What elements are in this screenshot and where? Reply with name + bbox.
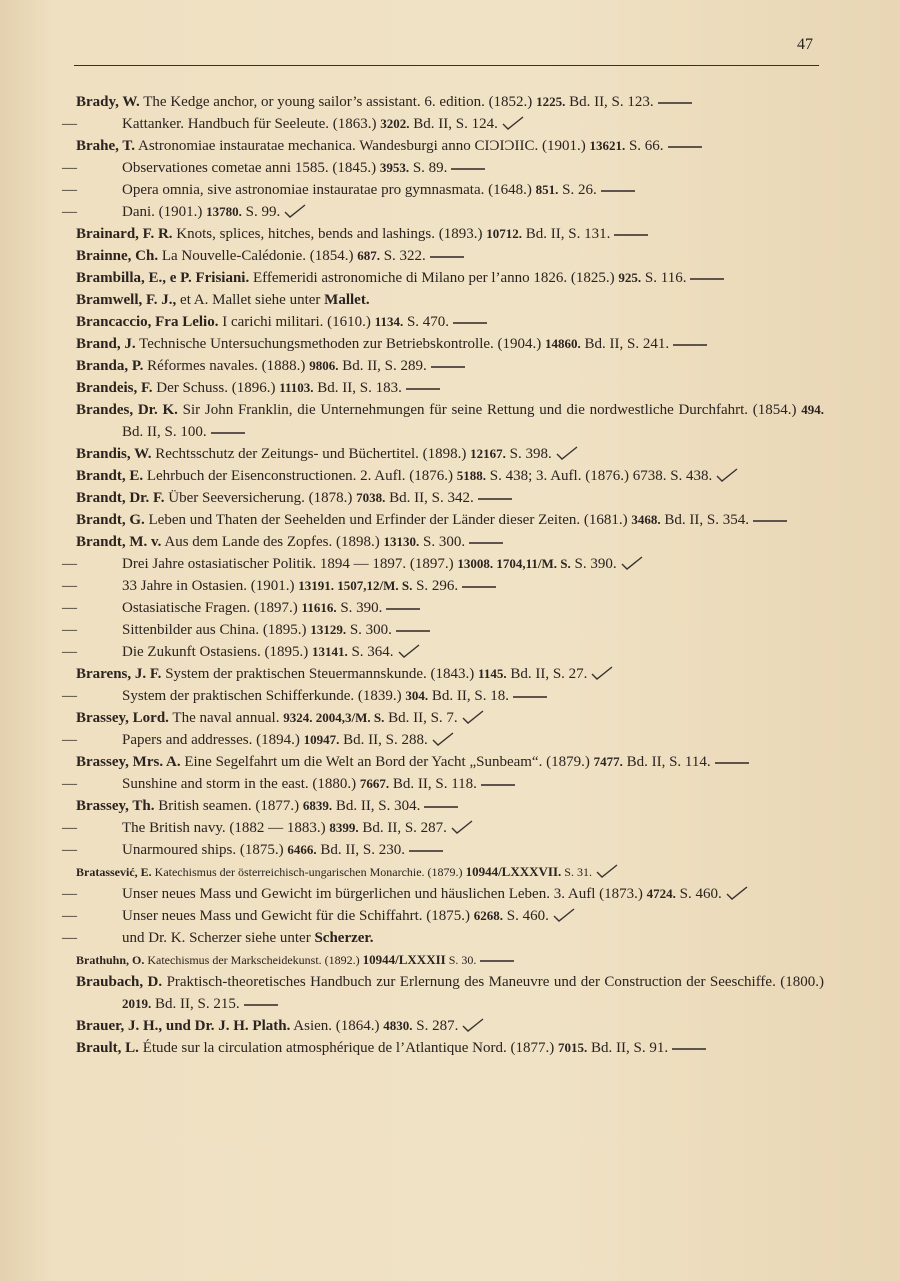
entry-title: Sunshine and storm in the east. (1880.) bbox=[122, 776, 360, 792]
entry-reference: S. 99. bbox=[241, 204, 281, 220]
entry-reference: Bd. II, S. 287. bbox=[358, 820, 447, 836]
sub-entry bbox=[62, 113, 824, 135]
entry-reference: S. 66. bbox=[625, 138, 664, 154]
entry bbox=[76, 663, 824, 685]
catalog-number: 1134. bbox=[374, 314, 404, 329]
ditto-dash: — bbox=[62, 204, 77, 220]
catalog-number: 11103. bbox=[279, 380, 314, 395]
header-rule bbox=[74, 65, 819, 66]
entry-reference: S. 390. bbox=[336, 600, 383, 616]
catalog-number: 4724. bbox=[646, 886, 676, 901]
catalog-number: 6466. bbox=[287, 842, 317, 857]
catalog-number: 13191. 1507,12/M. S. bbox=[298, 578, 413, 593]
entry bbox=[76, 355, 824, 377]
entry bbox=[76, 795, 824, 817]
entry-title: et A. Mallet siehe unter bbox=[180, 292, 325, 308]
entry-reference: Bd. II, S. 91. bbox=[587, 1040, 669, 1056]
entry-reference: S. 322. bbox=[379, 248, 426, 264]
entry-author: Brand, J. bbox=[76, 336, 136, 352]
ditto-dash: — bbox=[62, 644, 77, 660]
entry-title: Rechtsschutz der Zeitungs- und Büchertitel. (1898.) bbox=[155, 446, 471, 462]
entry-author: Brauer, J. H., und Dr. J. H. Plath. bbox=[76, 1018, 291, 1034]
sub-entry bbox=[62, 553, 824, 575]
check-mark-icon bbox=[398, 644, 420, 658]
entry-author: Brassey, Th. bbox=[76, 798, 155, 814]
entry-author: Brandt, Dr. F. bbox=[76, 490, 165, 506]
catalog-number: 14860. bbox=[545, 336, 581, 351]
entry-title: Étude sur la circulation atmosphérique de l’Atlantique Nord. (1877.) bbox=[142, 1040, 558, 1056]
pencil-dash-mark bbox=[753, 520, 787, 522]
catalog-number: 6839. bbox=[302, 798, 333, 813]
pencil-dash-mark bbox=[715, 762, 749, 764]
ditto-dash: — bbox=[62, 622, 77, 638]
entry-reference: S. 26. bbox=[558, 182, 597, 198]
entry-title: Dani. (1901.) bbox=[122, 204, 207, 220]
sub-entry bbox=[62, 729, 824, 751]
ditto-dash: — bbox=[62, 116, 77, 132]
entry-author: Brandis, W. bbox=[76, 446, 152, 462]
entry-title: Sir John Franklin, die Unternehmungen für seine Rettung und die nordwestliche Durchfahrt. (1854.) bbox=[182, 402, 802, 418]
entry bbox=[76, 751, 824, 773]
entry-title: The naval annual. bbox=[172, 710, 284, 726]
entry-reference: S. 30. bbox=[445, 953, 477, 967]
entry-reference: Bd. II, S. 288. bbox=[339, 732, 428, 748]
catalog-number: 10944/LXXXVII. bbox=[465, 864, 562, 879]
entry-author: Bratassević, E. bbox=[76, 865, 152, 879]
entry bbox=[76, 91, 824, 113]
entry-author: Branda, P. bbox=[76, 358, 144, 374]
pencil-dash-mark bbox=[668, 146, 702, 148]
ditto-dash: — bbox=[62, 908, 77, 924]
entry-title: Aus dem Lande des Zopfes. (1898.) bbox=[164, 534, 384, 550]
entry-author: Brandt, G. bbox=[76, 512, 145, 528]
catalog-number: 3202. bbox=[380, 116, 410, 131]
pencil-dash-mark bbox=[469, 542, 503, 544]
entry-author: Brault, L. bbox=[76, 1040, 139, 1056]
entry-reference: Bd. II, S. 124. bbox=[409, 116, 498, 132]
entry bbox=[76, 267, 824, 289]
entry-title: Astronomiae instauratae mechanica. Wandesburgi anno CIƆIƆIIC. (1901.) bbox=[137, 138, 590, 154]
check-mark-icon bbox=[462, 710, 484, 724]
pencil-dash-mark bbox=[409, 850, 443, 852]
catalog-number: 4830. bbox=[383, 1018, 413, 1033]
check-mark-icon bbox=[621, 556, 643, 570]
entry-author: Brancaccio, Fra Lelio. bbox=[76, 314, 219, 330]
entry-title: Effemeridi astronomiche di Milano per l’anno 1826. (1825.) bbox=[252, 270, 619, 286]
sub-entry bbox=[62, 839, 824, 861]
check-mark-icon bbox=[591, 666, 613, 680]
entry-title: I carichi militari. (1610.) bbox=[222, 314, 375, 330]
entry-title: The British navy. (1882 — 1883.) bbox=[122, 820, 330, 836]
ditto-dash: — bbox=[62, 776, 77, 792]
catalog-number: 494. bbox=[801, 402, 825, 417]
entry bbox=[76, 509, 824, 531]
entry-reference: S. 287. bbox=[412, 1018, 459, 1034]
entry bbox=[76, 289, 824, 311]
entry-author: Brandes, Dr. K. bbox=[76, 402, 178, 418]
pencil-dash-mark bbox=[451, 168, 485, 170]
page-number: 47 bbox=[797, 36, 813, 53]
catalog-number: 13621. bbox=[589, 138, 626, 153]
entry-title: The Kedge anchor, or young sailor’s assistant. 6. edition. (1852.) bbox=[143, 94, 537, 110]
catalog-number: 7477. bbox=[593, 754, 623, 769]
check-mark-icon bbox=[596, 864, 618, 878]
catalog-number: 9324. 2004,3/M. S. bbox=[283, 710, 385, 725]
entry-title: System der praktischen Schifferkunde. (1839.) bbox=[122, 688, 406, 704]
catalog-number: 7667. bbox=[359, 776, 390, 791]
entry-author: Brandt, M. v. bbox=[76, 534, 162, 550]
entry-list bbox=[62, 91, 825, 1059]
entry-title: Ostasiatische Fragen. (1897.) bbox=[122, 600, 302, 616]
catalog-number: 13008. 1704,11/M. S. bbox=[457, 556, 571, 571]
entry-reference: Bd. II, S. 215. bbox=[151, 996, 240, 1012]
entry-reference: Bd. II, S. 100. bbox=[122, 424, 207, 440]
entry bbox=[76, 245, 824, 267]
catalog-number: 687. bbox=[357, 248, 380, 263]
sub-entry bbox=[62, 773, 824, 795]
entry-title: Sittenbilder aus China. (1895.) bbox=[122, 622, 311, 638]
pencil-dash-mark bbox=[453, 322, 487, 324]
pencil-dash-mark bbox=[480, 960, 514, 962]
check-mark-icon bbox=[726, 886, 748, 900]
entry-reference: S. 470. bbox=[403, 314, 450, 330]
sub-entry bbox=[62, 597, 824, 619]
entry-author: Brady, W. bbox=[76, 94, 140, 110]
catalog-number: 3468. bbox=[631, 512, 661, 527]
entry bbox=[76, 135, 824, 157]
catalog-number: 304. bbox=[405, 688, 429, 703]
catalog-number: 13780. bbox=[206, 204, 242, 219]
catalog-number: 10944/LXXXII bbox=[362, 952, 446, 967]
catalog-number: 3953. bbox=[379, 160, 410, 175]
entry-author: Brainard, F. R. bbox=[76, 226, 173, 242]
pencil-dash-mark bbox=[424, 806, 458, 808]
entry-reference: Bd. II, S. 7. bbox=[384, 710, 458, 726]
entry bbox=[76, 223, 824, 245]
entry-reference: Bd. II, S. 342. bbox=[385, 490, 474, 506]
pencil-dash-mark bbox=[406, 388, 440, 390]
check-mark-icon bbox=[556, 446, 578, 460]
entry-reference: Bd. II, S. 18. bbox=[428, 688, 509, 704]
entry-reference: S. 398. bbox=[505, 446, 552, 462]
entry-title: und Dr. K. Scherzer siehe unter bbox=[122, 930, 315, 946]
catalog-number: 13130. bbox=[383, 534, 420, 549]
catalog-number: 851. bbox=[535, 182, 559, 197]
entry-reference: Bd. II, S. 183. bbox=[313, 380, 402, 396]
pencil-dash-mark bbox=[462, 586, 496, 588]
entry-title: Opera omnia, sive astronomiae instauratae pro gymnasmata. (1648.) bbox=[122, 182, 536, 198]
entry-author: Brassey, Mrs. A. bbox=[76, 754, 181, 770]
entry-title: Katechismus der Markscheidekunst. (1892.) bbox=[147, 953, 363, 967]
pencil-dash-mark bbox=[478, 498, 512, 500]
pencil-dash-mark bbox=[481, 784, 515, 786]
entry-author: Brandeis, F. bbox=[76, 380, 153, 396]
entry-title: Unarmoured ships. (1875.) bbox=[122, 842, 288, 858]
entry bbox=[76, 707, 824, 729]
entry bbox=[76, 465, 824, 487]
catalog-number: 7015. bbox=[558, 1040, 588, 1055]
entry bbox=[76, 399, 824, 443]
entry-author: Brandt, E. bbox=[76, 468, 144, 484]
pencil-dash-mark bbox=[614, 234, 648, 236]
entry-reference: S. 300. bbox=[346, 622, 392, 638]
pencil-dash-mark bbox=[672, 1048, 706, 1050]
ditto-dash: — bbox=[62, 578, 77, 594]
pencil-dash-mark bbox=[431, 366, 465, 368]
entry-reference: S. 460. bbox=[675, 886, 722, 902]
ditto-dash: — bbox=[62, 886, 77, 902]
entry bbox=[76, 949, 824, 971]
catalog-number: 10712. bbox=[486, 226, 523, 241]
entry-title: Lehrbuch der Eisenconstructionen. 2. Aufl. (1876.) bbox=[146, 468, 457, 484]
sub-entry bbox=[62, 927, 824, 949]
pencil-dash-mark bbox=[658, 102, 692, 104]
entry-title: Drei Jahre ostasiatischer Politik. 1894 — 1897. (1897.) bbox=[122, 556, 458, 572]
check-mark-icon bbox=[502, 116, 524, 130]
catalog-number: 13141. bbox=[311, 644, 348, 659]
ditto-dash: — bbox=[62, 842, 77, 858]
pencil-dash-mark bbox=[396, 630, 430, 632]
entry-reference: Bd. II, S. 131. bbox=[522, 226, 611, 242]
pencil-dash-mark bbox=[211, 432, 245, 434]
entry-title: Katechismus der österreichisch-ungarischen Monarchie. (1879.) bbox=[154, 865, 466, 879]
sub-entry bbox=[62, 179, 824, 201]
entry bbox=[76, 311, 824, 333]
entry-author: Brathuhn, O. bbox=[76, 953, 145, 967]
entry-reference: S. 364. bbox=[347, 644, 394, 660]
catalog-number: 8399. bbox=[329, 820, 359, 835]
entry-reference: S. 31. bbox=[561, 865, 592, 879]
entry-author: Braubach, D. bbox=[76, 974, 163, 990]
catalog-number: 9806. bbox=[309, 358, 339, 373]
catalog-number: 1225. bbox=[536, 94, 566, 109]
catalog-number: 6268. bbox=[473, 908, 503, 923]
entry-title: La Nouvelle-Calédonie. (1854.) bbox=[161, 248, 358, 264]
check-mark-icon bbox=[284, 204, 306, 218]
catalog-number: 10947. bbox=[303, 732, 340, 747]
ditto-dash: — bbox=[62, 688, 77, 704]
entry-title: Kattanker. Handbuch für Seeleute. (1863.) bbox=[122, 116, 381, 132]
sub-entry bbox=[62, 619, 824, 641]
entry bbox=[76, 861, 824, 883]
entry-title: Réformes navales. (1888.) bbox=[147, 358, 310, 374]
entry-title: Unser neues Mass und Gewicht im bürgerlichen und häuslichen Leben. 3. Aufl (1873.) bbox=[122, 886, 647, 902]
pencil-dash-mark bbox=[386, 608, 420, 610]
entry-reference: S. 460. bbox=[502, 908, 549, 924]
sub-entry bbox=[62, 883, 824, 905]
ditto-dash: — bbox=[62, 930, 77, 946]
sub-entry bbox=[62, 685, 824, 707]
entry-reference: S. 390. bbox=[570, 556, 617, 572]
entry-reference: Bd. II, S. 27. bbox=[506, 666, 588, 682]
entry bbox=[76, 531, 824, 553]
check-mark-icon bbox=[432, 732, 454, 746]
entry-title: System der praktischen Steuermannskunde. (1843.) bbox=[165, 666, 479, 682]
entry-title: 33 Jahre in Ostasien. (1901.) bbox=[122, 578, 299, 594]
ditto-dash: — bbox=[62, 820, 77, 836]
ditto-dash: — bbox=[62, 182, 77, 198]
pencil-dash-mark bbox=[244, 1004, 278, 1006]
entry-author: Brassey, Lord. bbox=[76, 710, 169, 726]
entry-title: Die Zukunft Ostasiens. (1895.) bbox=[122, 644, 312, 660]
entry-title: Der Schuss. (1896.) bbox=[156, 380, 280, 396]
entry-reference: Bd. II, S. 289. bbox=[338, 358, 427, 374]
catalog-number: 13129. bbox=[310, 622, 347, 637]
ditto-dash: — bbox=[62, 160, 77, 176]
sub-entry bbox=[62, 641, 824, 663]
entry-reference: Bd. II, S. 354. bbox=[660, 512, 749, 528]
entry bbox=[76, 1037, 824, 1059]
pencil-dash-mark bbox=[690, 278, 724, 280]
entry-title: Eine Segelfahrt um die Welt an Bord der Yacht „Sunbeam“. (1879.) bbox=[184, 754, 594, 770]
check-mark-icon bbox=[716, 468, 738, 482]
entry-title: Knots, splices, hitches, bends and lashings. (1893.) bbox=[176, 226, 487, 242]
entry-title: Unser neues Mass und Gewicht für die Schiffahrt. (1875.) bbox=[122, 908, 474, 924]
entry-reference: S. 296. bbox=[412, 578, 459, 594]
entry bbox=[76, 377, 824, 399]
sub-entry bbox=[62, 905, 824, 927]
entry-title: British seamen. (1877.) bbox=[158, 798, 303, 814]
entry-reference: Bd. II, S. 118. bbox=[389, 776, 477, 792]
catalog-number: 7038. bbox=[356, 490, 386, 505]
entry-reference: S. 116. bbox=[641, 270, 687, 286]
entry-author: Brambilla, E., e P. Frisiani. bbox=[76, 270, 250, 286]
catalog-number: 11616. bbox=[301, 600, 337, 615]
entry-author: Brarens, J. F. bbox=[76, 666, 162, 682]
catalog-number: 1145. bbox=[478, 666, 507, 681]
entry-title: Technische Untersuchungsmethoden zur Betriebskontrolle. (1904.) bbox=[139, 336, 546, 352]
ditto-dash: — bbox=[62, 732, 77, 748]
entry-reference: S. 300. bbox=[419, 534, 466, 550]
catalog-number: 12167. bbox=[470, 446, 506, 461]
entry bbox=[76, 487, 824, 509]
entry-reference: S. 438; 3. Aufl. (1876.) 6738. S. 438. bbox=[486, 468, 713, 484]
catalog-number: 925. bbox=[618, 270, 642, 285]
pencil-dash-mark bbox=[673, 344, 707, 346]
sub-entry bbox=[62, 817, 824, 839]
entry-reference: Bd. II, S. 304. bbox=[332, 798, 421, 814]
ditto-dash: — bbox=[62, 556, 77, 572]
entry-reference: Bd. II, S. 114. bbox=[622, 754, 711, 770]
pencil-dash-mark bbox=[430, 256, 464, 258]
entry-reference: Bd. II, S. 241. bbox=[580, 336, 670, 352]
sub-entry bbox=[62, 201, 824, 223]
entry bbox=[76, 1015, 824, 1037]
ditto-dash: — bbox=[62, 600, 77, 616]
cross-reference: Scherzer. bbox=[314, 930, 374, 946]
entry-title: Leben und Thaten der Seehelden und Erfinder der Länder dieser Zeiten. (1681.) bbox=[148, 512, 632, 528]
sub-entry bbox=[62, 575, 824, 597]
entry-title: Über Seeversicherung. (1878.) bbox=[168, 490, 357, 506]
entry-title: Asien. (1864.) bbox=[293, 1018, 384, 1034]
cross-reference: Mallet. bbox=[324, 292, 370, 308]
entry-author: Brahe, T. bbox=[76, 138, 136, 154]
entry-title: Praktisch-theoretisches Handbuch zur Erlernung des Maneuvre und der Construction der Seeschiffe. (1800.) bbox=[166, 974, 825, 990]
sub-entry bbox=[62, 157, 824, 179]
entry bbox=[76, 333, 824, 355]
entry-author: Brainne, Ch. bbox=[76, 248, 159, 264]
entry-reference: Bd. II, S. 123. bbox=[565, 94, 654, 110]
catalog-number: 5188. bbox=[456, 468, 487, 483]
check-mark-icon bbox=[553, 908, 575, 922]
entry bbox=[76, 443, 824, 465]
entry-title: Observationes cometae anni 1585. (1845.) bbox=[122, 160, 380, 176]
entry-author: Bramwell, F. J., bbox=[76, 292, 177, 308]
check-mark-icon bbox=[451, 820, 473, 834]
entry bbox=[76, 971, 824, 1015]
pencil-dash-mark bbox=[601, 190, 635, 192]
entry-title: Papers and addresses. (1894.) bbox=[122, 732, 304, 748]
entry-reference: Bd. II, S. 230. bbox=[316, 842, 405, 858]
check-mark-icon bbox=[462, 1018, 484, 1032]
catalog-number: 2019. bbox=[122, 996, 152, 1011]
entry-reference: S. 89. bbox=[409, 160, 448, 176]
pencil-dash-mark bbox=[513, 696, 547, 698]
